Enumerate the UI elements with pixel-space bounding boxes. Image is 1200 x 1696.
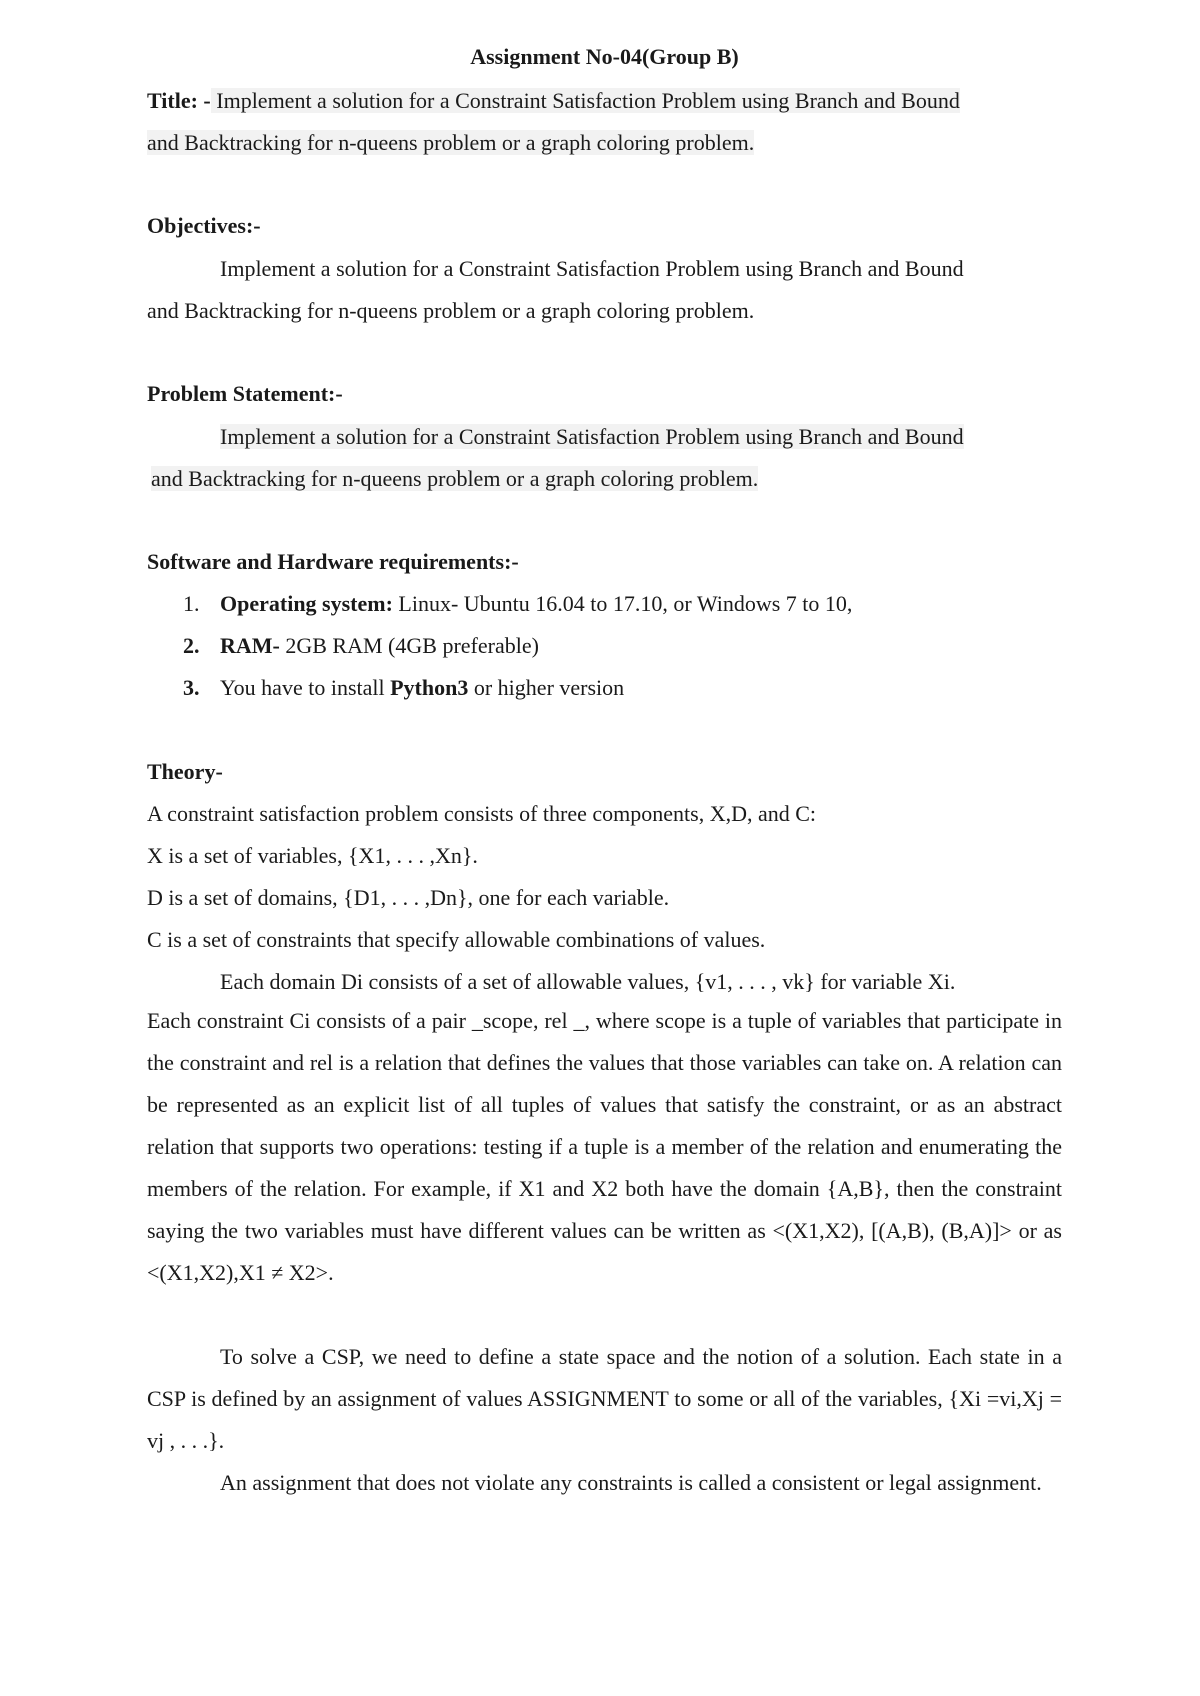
- theory-heading: Theory-: [147, 759, 223, 784]
- requirement-number: 1.: [183, 591, 200, 616]
- problem-text-2: and Backtracking for n-queens problem or a graph coloring problem.: [151, 466, 759, 491]
- requirement-item-python: [183, 675, 624, 701]
- theory-paragraph-1-first: Each domain Di consists of a set of allowable values, {v1, . . . , vk} for variable Xi.: [220, 969, 956, 994]
- title-text-1: Implement a solution for a Constraint Satisfaction Problem using Branch and Bound: [210, 88, 960, 113]
- problem-line-1: [220, 424, 964, 450]
- requirement-item-ram: [183, 633, 539, 659]
- problem-line-2: [151, 466, 758, 492]
- objectives-line-1: Implement a solution for a Constraint Satisfaction Problem using Branch and Bound: [220, 256, 964, 281]
- theory-paragraph-3: An assignment that does not violate any constraints is called a consistent or legal assignment.: [220, 1470, 1042, 1495]
- title-text-2: and Backtracking for n-queens problem or a graph coloring problem.: [147, 130, 755, 155]
- requirement-bold: RAM-: [220, 633, 280, 658]
- requirement-text: 2GB RAM (4GB preferable): [279, 633, 539, 658]
- requirement-bold: Operating system:: [220, 591, 393, 616]
- theory-paragraph-2: To solve a CSP, we need to define a state space and the notion of a solution. Each state in a CSP is defined by an assignment of values ASSIGNMENT to some or all of the variables, {Xi =vi,Xj = vj , . . .}.: [147, 1344, 1062, 1453]
- theory-line-2: X is a set of variables, {X1, . . . ,Xn}.: [147, 843, 478, 868]
- title-line-2: [147, 130, 754, 156]
- requirement-number: 3.: [183, 675, 200, 700]
- requirement-text: or higher version: [468, 675, 625, 700]
- requirement-item-os: [183, 591, 852, 617]
- title-line-1: [147, 88, 960, 114]
- objectives-line-2: and Backtracking for n-queens problem or a graph coloring problem.: [147, 298, 755, 323]
- theory-line-3: D is a set of domains, {D1, . . . ,Dn}, one for each variable.: [147, 885, 670, 910]
- problem-heading: Problem Statement:-: [147, 381, 343, 406]
- theory-line-4: C is a set of constraints that specify allowable combinations of values.: [147, 927, 766, 952]
- requirement-text: Linux- Ubuntu 16.04 to 17.10, or Windows 7 to 10,: [392, 591, 853, 616]
- requirement-pre: You have to install: [220, 675, 391, 700]
- problem-text-1: Implement a solution for a Constraint Satisfaction Problem using Branch and Bound: [220, 424, 964, 449]
- requirement-number: 2.: [183, 633, 200, 658]
- requirements-heading: Software and Hardware requirements:-: [147, 549, 519, 574]
- assignment-title: Assignment No-04(Group B): [470, 44, 739, 69]
- theory-line-1: A constraint satisfaction problem consists of three components, X,D, and C:: [147, 801, 817, 826]
- title-label: Title: -: [147, 88, 211, 113]
- requirement-bold: Python3: [390, 675, 469, 700]
- objectives-heading: Objectives:-: [147, 213, 261, 238]
- theory-paragraph-1: Each constraint Ci consists of a pair _scope, rel _, where scope is a tuple of variables that participate in the constraint and rel is a relation that defines the values that those variables can take on. A relation can be represented as an explicit list of all tuples of values that satisfy the constraint, or as an abstract relation that supports two operations: testing if a tuple is a member of the relation and enumerating the members of the relation. For example, if X1 and X2 both have the domain {A,B}, then the constraint saying the two variables must have different values can be written as <(X1,X2), [(A,B), (B,A)]> or as <(X1,X2),X1 ≠ X2>.: [147, 1008, 1062, 1285]
